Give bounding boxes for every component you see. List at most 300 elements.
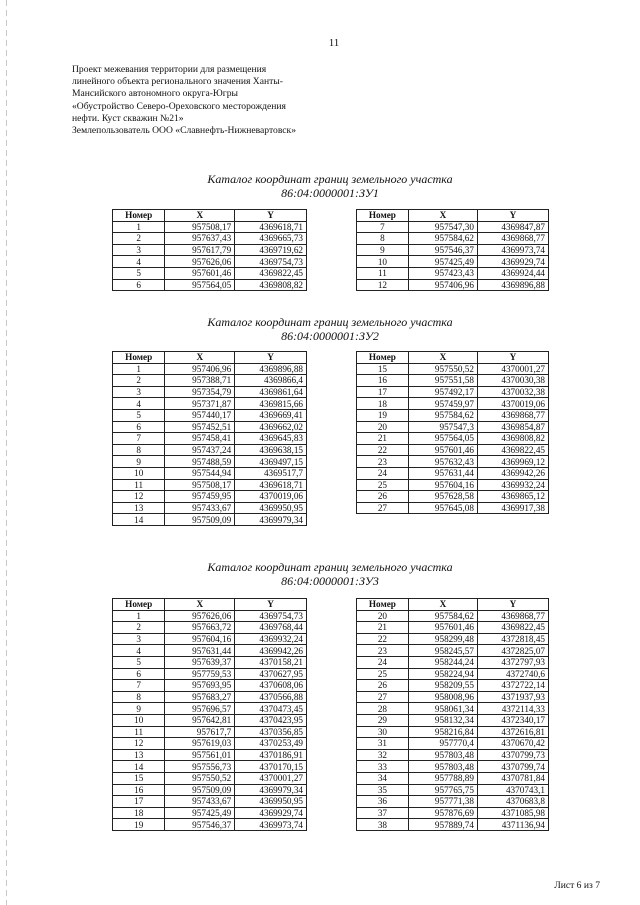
y-coordinate-cell: 4369866,4 [235, 375, 307, 387]
y-coordinate-cell: 4370019,06 [235, 491, 307, 503]
column-header: Номер [357, 210, 409, 222]
table-row [113, 363, 307, 375]
page-number: 11 [328, 37, 340, 49]
y-coordinate-cell: 4369815,66 [235, 398, 307, 410]
y-coordinate-cell: 4370356,85 [235, 726, 307, 738]
point-number-cell: 9 [113, 456, 165, 468]
table-row [113, 726, 307, 738]
section-subtitle: 86:04:0000001:ЗУ3 [281, 574, 379, 588]
y-coordinate-cell: 4370799,74 [477, 761, 548, 773]
column-header: Номер [113, 352, 165, 364]
y-coordinate-cell: 4370158,21 [235, 656, 307, 668]
y-coordinate-cell: 4369917,38 [477, 502, 548, 514]
table-row [357, 279, 549, 291]
y-coordinate-cell: 4369942,26 [235, 645, 307, 657]
y-coordinate-cell: 4369973,74 [477, 244, 548, 256]
x-coordinate-cell: 958244,24 [408, 656, 477, 668]
point-number-cell: 3 [113, 244, 165, 256]
point-number-cell: 13 [113, 502, 165, 514]
point-number-cell: 30 [357, 726, 409, 738]
column-header: Y [235, 352, 307, 364]
y-coordinate-cell: 4369638,15 [235, 444, 307, 456]
y-coordinate-cell: 4369847,87 [477, 221, 548, 233]
y-coordinate-cell: 4370030,38 [477, 375, 548, 387]
x-coordinate-cell: 957803,48 [408, 749, 477, 761]
y-coordinate-cell: 4370566,88 [235, 691, 307, 703]
table-header-row [357, 599, 549, 611]
y-coordinate-cell: 4370781,84 [477, 772, 548, 784]
column-header: Номер [357, 599, 409, 611]
table-header-row [113, 599, 307, 611]
x-coordinate-cell: 957433,67 [165, 796, 235, 808]
point-number-cell: 23 [357, 456, 409, 468]
point-number-cell: 9 [357, 244, 409, 256]
x-coordinate-cell: 957388,71 [165, 375, 235, 387]
table-row [357, 363, 549, 375]
point-number-cell: 11 [113, 726, 165, 738]
x-coordinate-cell: 957632,43 [408, 456, 477, 468]
table-row [113, 819, 307, 831]
binding-margin-line [6, 0, 7, 905]
table-row [113, 784, 307, 796]
coordinate-table-right [356, 209, 549, 291]
y-coordinate-cell: 4370186,91 [235, 749, 307, 761]
document-header [72, 64, 372, 137]
point-number-cell: 11 [357, 267, 409, 279]
point-number-cell: 12 [113, 491, 165, 503]
table-row [357, 491, 549, 503]
point-number-cell: 11 [113, 479, 165, 491]
y-coordinate-cell: 4371937,93 [477, 691, 548, 703]
table-row [113, 444, 307, 456]
point-number-cell: 6 [113, 668, 165, 680]
point-number-cell: 15 [113, 772, 165, 784]
coordinate-table-left [112, 351, 307, 526]
y-coordinate-cell: 4369719,62 [235, 244, 307, 256]
y-coordinate-cell: 4369861,64 [235, 386, 307, 398]
table-row [113, 233, 307, 245]
table-row [113, 267, 307, 279]
table-header-row [357, 210, 549, 222]
point-number-cell: 2 [113, 375, 165, 387]
y-coordinate-cell: 4370253,49 [235, 738, 307, 750]
y-coordinate-cell: 4369868,77 [477, 610, 548, 622]
point-number-cell: 19 [113, 819, 165, 831]
y-coordinate-cell: 4370683,8 [477, 796, 548, 808]
table-row [113, 691, 307, 703]
column-header: X [408, 352, 477, 364]
y-coordinate-cell: 4369979,34 [235, 514, 307, 526]
x-coordinate-cell: 957546,37 [408, 244, 477, 256]
x-coordinate-cell: 957876,69 [408, 807, 477, 819]
point-number-cell: 4 [113, 398, 165, 410]
x-coordinate-cell: 957663,72 [165, 622, 235, 634]
x-coordinate-cell: 957642,81 [165, 714, 235, 726]
point-number-cell: 1 [113, 610, 165, 622]
table-row [357, 409, 549, 421]
table-row [357, 749, 549, 761]
y-coordinate-cell: 4369932,24 [235, 633, 307, 645]
table-row [357, 467, 549, 479]
table-row [357, 738, 549, 750]
point-number-cell: 8 [357, 233, 409, 245]
point-number-cell: 24 [357, 467, 409, 479]
table-row [357, 610, 549, 622]
point-number-cell: 12 [357, 279, 409, 291]
y-coordinate-cell: 4369896,88 [477, 279, 548, 291]
section-title: Каталог координат границ земельного участка [207, 172, 453, 186]
point-number-cell: 5 [113, 267, 165, 279]
x-coordinate-cell: 957452,51 [165, 421, 235, 433]
x-coordinate-cell: 958209,55 [408, 680, 477, 692]
x-coordinate-cell: 957547,30 [408, 221, 477, 233]
x-coordinate-cell: 957759,53 [165, 668, 235, 680]
x-coordinate-cell: 957556,73 [165, 761, 235, 773]
y-coordinate-cell: 4369822,45 [235, 267, 307, 279]
x-coordinate-cell: 958132,34 [408, 714, 477, 726]
y-coordinate-cell: 4369517,7 [235, 467, 307, 479]
x-coordinate-cell: 957508,17 [165, 479, 235, 491]
x-coordinate-cell: 957433,67 [165, 502, 235, 514]
x-coordinate-cell: 957617,79 [165, 244, 235, 256]
point-number-cell: 8 [113, 691, 165, 703]
point-number-cell: 3 [113, 386, 165, 398]
point-number-cell: 16 [357, 375, 409, 387]
y-coordinate-cell: 4369979,34 [235, 784, 307, 796]
x-coordinate-cell: 957696,57 [165, 703, 235, 715]
point-number-cell: 10 [113, 467, 165, 479]
table-row [357, 456, 549, 468]
y-coordinate-cell: 4370001,27 [235, 772, 307, 784]
y-coordinate-cell: 4369854,87 [477, 421, 548, 433]
header-line: нефти. Куст скважин №21» [72, 112, 184, 124]
point-number-cell: 37 [357, 807, 409, 819]
x-coordinate-cell: 957492,17 [408, 386, 477, 398]
x-coordinate-cell: 957788,89 [408, 772, 477, 784]
coordinate-table-left [112, 598, 307, 831]
point-number-cell: 26 [357, 680, 409, 692]
x-coordinate-cell: 957546,37 [165, 819, 235, 831]
table-row [113, 610, 307, 622]
point-number-cell: 36 [357, 796, 409, 808]
y-coordinate-cell: 4369808,82 [235, 279, 307, 291]
table-row [357, 479, 549, 491]
x-coordinate-cell: 957601,46 [408, 622, 477, 634]
table-row [357, 386, 549, 398]
table-row [113, 221, 307, 233]
y-coordinate-cell: 4372797,93 [477, 656, 548, 668]
table-row [357, 267, 549, 279]
table-row [357, 726, 549, 738]
x-coordinate-cell: 957437,24 [165, 444, 235, 456]
x-coordinate-cell: 957604,16 [165, 633, 235, 645]
table-row [113, 738, 307, 750]
x-coordinate-cell: 957765,75 [408, 784, 477, 796]
table-row [357, 819, 549, 831]
column-header: Y [477, 599, 548, 611]
y-coordinate-cell: 4369822,45 [477, 444, 548, 456]
point-number-cell: 23 [357, 645, 409, 657]
x-coordinate-cell: 957693,95 [165, 680, 235, 692]
y-coordinate-cell: 4369929,74 [235, 807, 307, 819]
x-coordinate-cell: 957626,06 [165, 256, 235, 268]
table-row [113, 514, 307, 526]
y-coordinate-cell: 4372616,81 [477, 726, 548, 738]
x-coordinate-cell: 957561,01 [165, 749, 235, 761]
header-line: Проект межевания территории для размещения [72, 64, 267, 75]
point-number-cell: 2 [113, 233, 165, 245]
point-number-cell: 21 [357, 433, 409, 445]
table-row [357, 375, 549, 387]
table-row [357, 421, 549, 433]
table-row [357, 502, 549, 514]
y-coordinate-cell: 4369768,44 [235, 622, 307, 634]
point-number-cell: 22 [357, 633, 409, 645]
table-row [113, 456, 307, 468]
table-row [357, 761, 549, 773]
table-row [357, 233, 549, 245]
y-coordinate-cell: 4370473,45 [235, 703, 307, 715]
y-coordinate-cell: 4369662,02 [235, 421, 307, 433]
y-coordinate-cell: 4369808,82 [477, 433, 548, 445]
point-number-cell: 32 [357, 749, 409, 761]
point-number-cell: 4 [113, 645, 165, 657]
point-number-cell: 26 [357, 491, 409, 503]
table-header-row [113, 352, 307, 364]
point-number-cell: 14 [113, 761, 165, 773]
x-coordinate-cell: 958008,96 [408, 691, 477, 703]
x-coordinate-cell: 957584,62 [408, 610, 477, 622]
x-coordinate-cell: 957564,05 [165, 279, 235, 291]
point-number-cell: 6 [113, 421, 165, 433]
point-number-cell: 17 [357, 386, 409, 398]
table-row [113, 433, 307, 445]
point-number-cell: 3 [113, 633, 165, 645]
column-header: Y [235, 599, 307, 611]
table-row [113, 502, 307, 514]
point-number-cell: 24 [357, 656, 409, 668]
y-coordinate-cell: 4369942,26 [477, 467, 548, 479]
column-header: X [165, 599, 235, 611]
table-row [357, 772, 549, 784]
table-row [113, 633, 307, 645]
y-coordinate-cell: 4369497,15 [235, 456, 307, 468]
y-coordinate-cell: 4369754,73 [235, 610, 307, 622]
x-coordinate-cell: 957584,62 [408, 409, 477, 421]
table-row [113, 761, 307, 773]
table-row [357, 645, 549, 657]
point-number-cell: 19 [357, 409, 409, 421]
x-coordinate-cell: 957889,74 [408, 819, 477, 831]
y-coordinate-cell: 4370170,15 [235, 761, 307, 773]
section-title: Каталог координат границ земельного участка [207, 315, 453, 329]
point-number-cell: 25 [357, 479, 409, 491]
x-coordinate-cell: 957617,7 [165, 726, 235, 738]
x-coordinate-cell: 957564,05 [408, 433, 477, 445]
table-row [113, 668, 307, 680]
column-header: X [408, 210, 477, 222]
table-row [113, 714, 307, 726]
y-coordinate-cell: 4369754,73 [235, 256, 307, 268]
x-coordinate-cell: 957601,46 [408, 444, 477, 456]
y-coordinate-cell: 4369924,44 [477, 267, 548, 279]
header-line: Мансийского автономного округа-Югры [72, 88, 238, 100]
table-row [357, 656, 549, 668]
x-coordinate-cell: 957637,43 [165, 233, 235, 245]
table-row [357, 784, 549, 796]
point-number-cell: 20 [357, 610, 409, 622]
x-coordinate-cell: 957406,96 [165, 363, 235, 375]
point-number-cell: 15 [357, 363, 409, 375]
y-coordinate-cell: 4371136,94 [477, 819, 548, 831]
y-coordinate-cell: 4369669,41 [235, 409, 307, 421]
point-number-cell: 22 [357, 444, 409, 456]
table-row [357, 807, 549, 819]
x-coordinate-cell: 958245,57 [408, 645, 477, 657]
x-coordinate-cell: 957425,49 [408, 256, 477, 268]
x-coordinate-cell: 958061,34 [408, 703, 477, 715]
x-coordinate-cell: 957406,96 [408, 279, 477, 291]
x-coordinate-cell: 957550,52 [165, 772, 235, 784]
y-coordinate-cell: 4369929,74 [477, 256, 548, 268]
column-header: X [165, 210, 235, 222]
header-line: «Обустройство Северо-Ореховского месторождения [72, 100, 286, 112]
x-coordinate-cell: 957371,87 [165, 398, 235, 410]
table-row [113, 796, 307, 808]
point-number-cell: 27 [357, 691, 409, 703]
point-number-cell: 8 [113, 444, 165, 456]
y-coordinate-cell: 4369665,73 [235, 233, 307, 245]
y-coordinate-cell: 4369973,74 [235, 819, 307, 831]
x-coordinate-cell: 957440,17 [165, 409, 235, 421]
y-coordinate-cell: 4370032,38 [477, 386, 548, 398]
column-header: Номер [113, 210, 165, 222]
table-row [113, 375, 307, 387]
x-coordinate-cell: 957458,41 [165, 433, 235, 445]
point-number-cell: 31 [357, 738, 409, 750]
table-row [113, 244, 307, 256]
point-number-cell: 20 [357, 421, 409, 433]
header-line: линейного объекта регионального значения Ханты- [72, 76, 283, 88]
table-header-row [357, 352, 549, 364]
table-row [113, 807, 307, 819]
x-coordinate-cell: 957584,62 [408, 233, 477, 245]
x-coordinate-cell: 957459,95 [165, 491, 235, 503]
y-coordinate-cell: 4371085,98 [477, 807, 548, 819]
y-coordinate-cell: 4370608,06 [235, 680, 307, 692]
y-coordinate-cell: 4369896,88 [235, 363, 307, 375]
point-number-cell: 28 [357, 703, 409, 715]
point-number-cell: 9 [113, 703, 165, 715]
table-row [113, 656, 307, 668]
table-row [113, 749, 307, 761]
x-coordinate-cell: 957459,97 [408, 398, 477, 410]
point-number-cell: 7 [113, 680, 165, 692]
point-number-cell: 4 [113, 256, 165, 268]
y-coordinate-cell: 4370799,73 [477, 749, 548, 761]
y-coordinate-cell: 4372740,6 [477, 668, 548, 680]
point-number-cell: 10 [357, 256, 409, 268]
x-coordinate-cell: 957619,03 [165, 738, 235, 750]
table-row [113, 256, 307, 268]
x-coordinate-cell: 957803,48 [408, 761, 477, 773]
point-number-cell: 5 [113, 409, 165, 421]
table-row [113, 421, 307, 433]
table-row [357, 244, 549, 256]
point-number-cell: 35 [357, 784, 409, 796]
y-coordinate-cell: 4369865,12 [477, 491, 548, 503]
y-coordinate-cell: 4369822,45 [477, 622, 548, 634]
x-coordinate-cell: 957771,38 [408, 796, 477, 808]
x-coordinate-cell: 957508,17 [165, 221, 235, 233]
y-coordinate-cell: 4369950,95 [235, 796, 307, 808]
point-number-cell: 14 [113, 514, 165, 526]
point-number-cell: 33 [357, 761, 409, 773]
x-coordinate-cell: 957639,37 [165, 656, 235, 668]
x-coordinate-cell: 957425,49 [165, 807, 235, 819]
table-row [357, 444, 549, 456]
coordinate-table-right [356, 351, 549, 514]
table-row [357, 633, 549, 645]
point-number-cell: 21 [357, 622, 409, 634]
y-coordinate-cell: 4370423,95 [235, 714, 307, 726]
point-number-cell: 17 [113, 796, 165, 808]
column-header: X [165, 352, 235, 364]
table-row [113, 409, 307, 421]
y-coordinate-cell: 4372114,33 [477, 703, 548, 715]
table-row [113, 772, 307, 784]
point-number-cell: 2 [113, 622, 165, 634]
point-number-cell: 25 [357, 668, 409, 680]
column-header: Номер [357, 352, 409, 364]
y-coordinate-cell: 4369950,95 [235, 502, 307, 514]
header-line: Землепользователь ООО «Славнефть-Нижневартовск» [72, 125, 297, 137]
column-header: Y [477, 352, 548, 364]
table-row [357, 714, 549, 726]
table-row [113, 622, 307, 634]
x-coordinate-cell: 957628,58 [408, 491, 477, 503]
point-number-cell: 13 [113, 749, 165, 761]
table-row [113, 279, 307, 291]
point-number-cell: 7 [113, 433, 165, 445]
point-number-cell: 34 [357, 772, 409, 784]
x-coordinate-cell: 957423,43 [408, 267, 477, 279]
x-coordinate-cell: 958299,48 [408, 633, 477, 645]
table-row [357, 433, 549, 445]
section-subtitle: 86:04:0000001:ЗУ1 [281, 186, 379, 200]
x-coordinate-cell: 957551,58 [408, 375, 477, 387]
point-number-cell: 1 [113, 221, 165, 233]
x-coordinate-cell: 957601,46 [165, 267, 235, 279]
table-row [113, 680, 307, 692]
sheet-number: Лист 6 из 7 [554, 880, 600, 891]
x-coordinate-cell: 957488,59 [165, 456, 235, 468]
x-coordinate-cell: 957631,44 [408, 467, 477, 479]
point-number-cell: 29 [357, 714, 409, 726]
table-row [357, 680, 549, 692]
point-number-cell: 27 [357, 502, 409, 514]
table-row [113, 645, 307, 657]
y-coordinate-cell: 4372825,07 [477, 645, 548, 657]
x-coordinate-cell: 957683,27 [165, 691, 235, 703]
y-coordinate-cell: 4369868,77 [477, 409, 548, 421]
y-coordinate-cell: 4370670,42 [477, 738, 548, 750]
x-coordinate-cell: 957631,44 [165, 645, 235, 657]
y-coordinate-cell: 4372722,14 [477, 680, 548, 692]
point-number-cell: 38 [357, 819, 409, 831]
column-header: Номер [113, 599, 165, 611]
point-number-cell: 18 [357, 398, 409, 410]
